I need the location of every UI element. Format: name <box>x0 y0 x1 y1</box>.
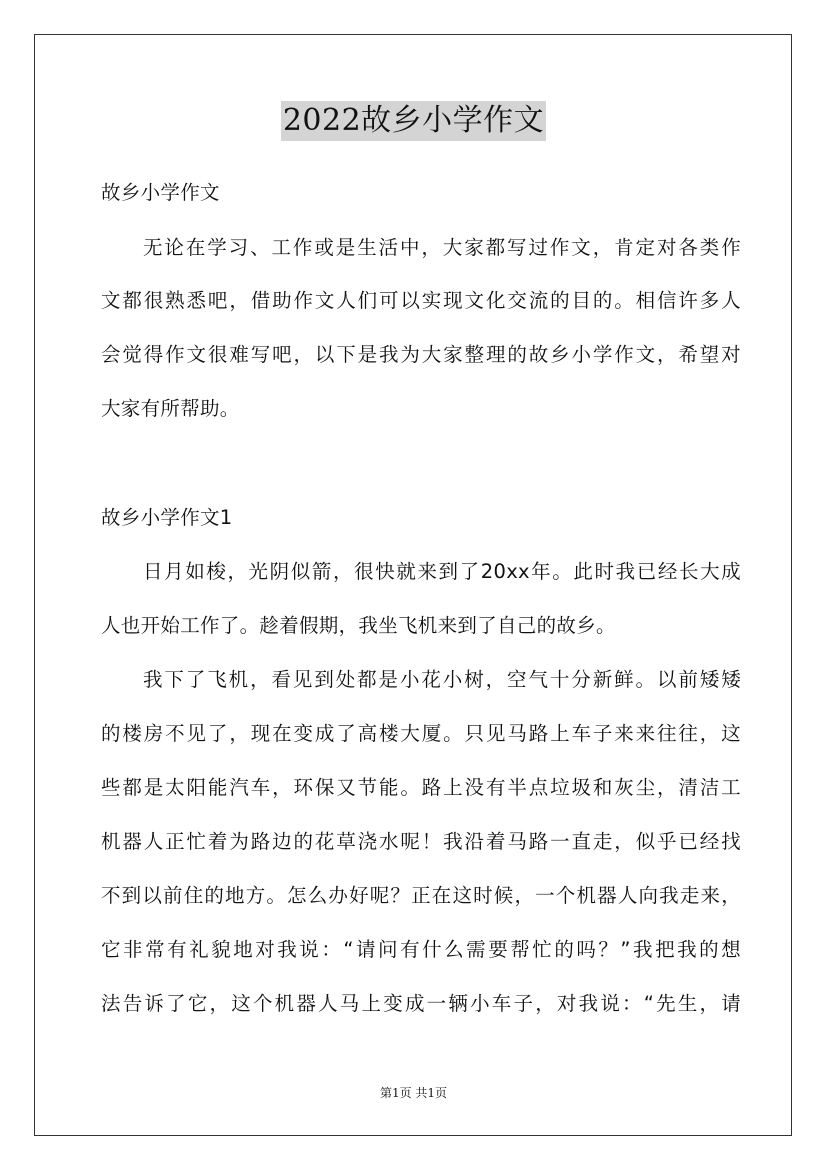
intro-line: 无论在学习、工作或是生活中，大家都写过作文，肯定对各类作 <box>143 236 741 259</box>
paragraph-line: 日月如梭，光阴似箭，很快就来到了20xx年。此时我已经长大成 <box>143 560 741 583</box>
paragraph-line: 我下了飞机，看见到处都是小花小树，空气十分新鲜。以前矮矮 <box>143 668 741 691</box>
document-title: 2022故乡小学作文 <box>281 101 546 141</box>
paragraph-line: 它非常有礼貌地对我说：“请问有什么需要帮忙的吗？”我把我的想 <box>101 938 741 961</box>
paragraph-line: 不到以前住的地方。怎么办好呢？正在这时候，一个机器人向我走来， <box>101 884 741 907</box>
paragraph-line: 的楼房不见了，现在变成了高楼大厦。只见马路上车子来来往往，这 <box>101 722 741 745</box>
intro-line: 会觉得作文很难写吧，以下是我为大家整理的故乡小学作文，希望对 <box>101 343 741 366</box>
title-container <box>0 101 827 141</box>
paragraph-line: 些都是太阳能汽车，环保又节能。路上没有半点垃圾和灰尘，清洁工 <box>101 776 741 799</box>
section-heading: 故乡小学作文1 <box>101 506 233 529</box>
paragraph-line: 人也开始工作了。趁着假期，我坐飞机来到了自己的故乡。 <box>101 614 616 637</box>
intro-line: 大家有所帮助。 <box>101 397 240 420</box>
paragraph-line: 机器人正忙着为路边的花草浇水呢！我沿着马路一直走，似乎已经找 <box>101 830 741 853</box>
intro-line: 文都很熟悉吧，借助作文人们可以实现文化交流的目的。相信许多人 <box>101 289 741 312</box>
document-subtitle: 故乡小学作文 <box>101 181 220 204</box>
paragraph-line: 法告诉了它，这个机器人马上变成一辆小车子，对我说：“先生，请 <box>101 992 741 1015</box>
page-number-footer: 第1页 共1页 <box>379 1086 448 1100</box>
